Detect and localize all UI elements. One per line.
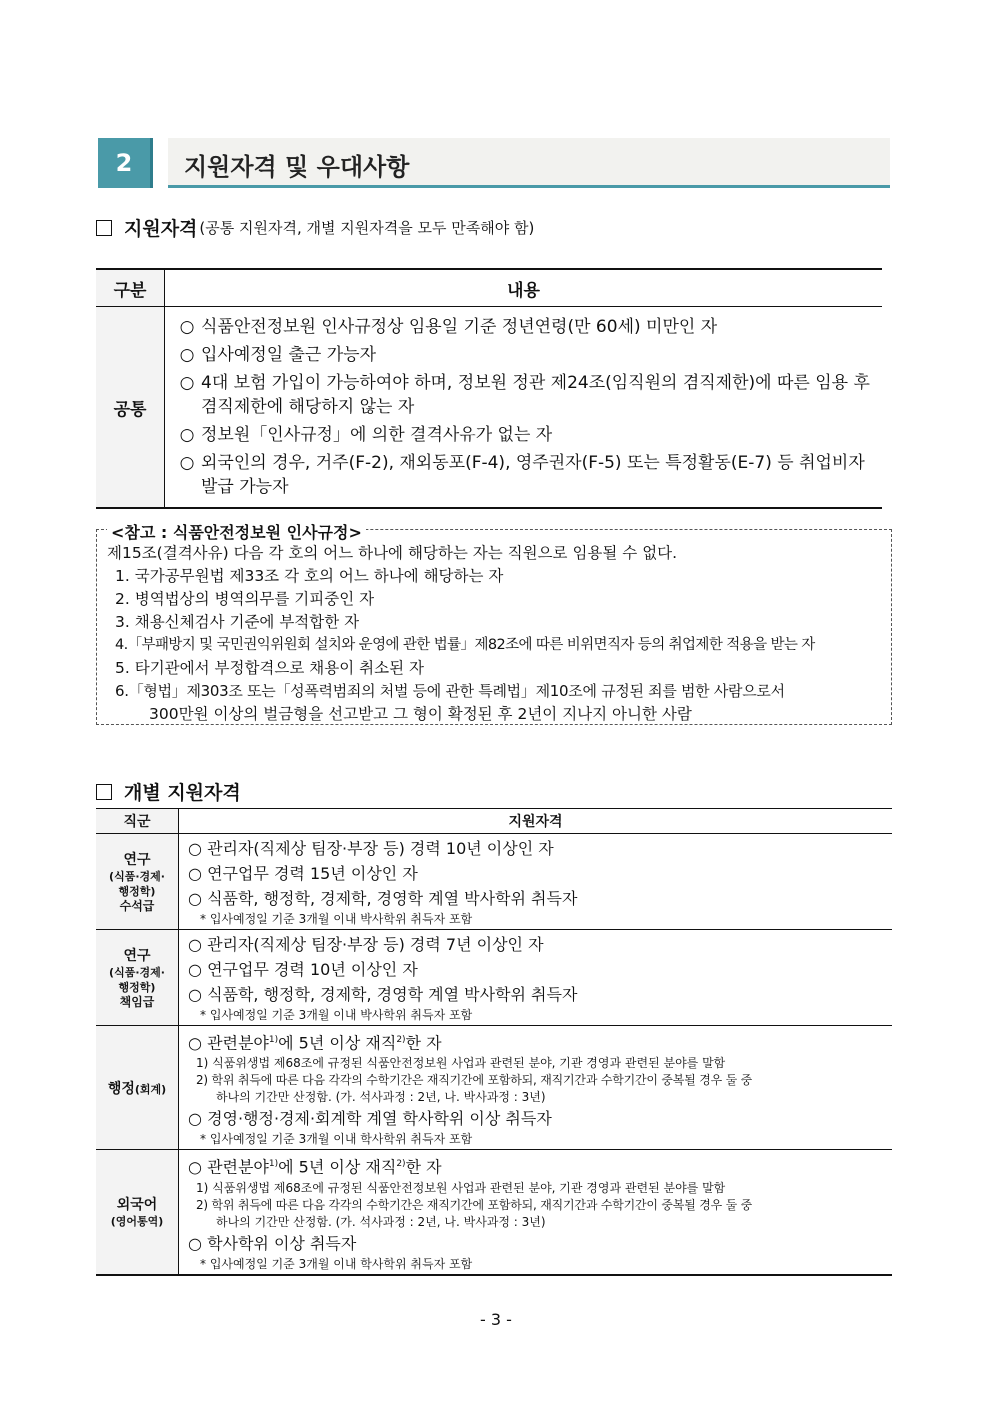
common-items	[165, 307, 883, 509]
list-item: ○ 연구업무 경력 15년 이상인 자	[188, 864, 418, 883]
list-item: ○ 식품학, 행정학, 경제학, 경영학 계열 박사학위 취득자	[188, 889, 578, 908]
list-item: ○ 외국인의 경우, 거주(F-2), 재외동포(F-4), 영주권자(F-5) 또는 특정활동(E-7) 등 취업비자 발급 가능자	[173, 449, 876, 499]
job-label-admin: 행정(회계)	[96, 1026, 179, 1150]
list-item: ○ 관리자(직제상 팀장·부장 등) 경력 7년 이상인 자	[188, 935, 544, 954]
individual-heading-text: 개별 지원자격	[124, 782, 241, 804]
footnote-note: * 입사예정일 기준 3개월 이내 학사학위 취득자 포함	[200, 1256, 473, 1271]
qualification-heading	[96, 214, 534, 241]
col-job-header: 직군	[96, 809, 179, 834]
reference-item: 5. 타기관에서 부정합격으로 채용이 취소된 자	[115, 659, 424, 677]
job-qualifications	[179, 1026, 893, 1150]
list-item: ○ 관리자(직제상 팀장·부장 등) 경력 10년 이상인 자	[188, 839, 554, 858]
footnote: 하나의 기간만 산정함. (가. 석사과정 : 2년, 나. 박사과정 : 3년)	[216, 1214, 546, 1229]
list-item: ○ 정보원「인사규정」에 의한 결격사유가 없는 자	[173, 421, 876, 449]
footnote: 2) 학위 취득에 따른 다음 각각의 수학기간은 재직기간에 포함하되, 재직기간과 수학기간이 중복될 경우 둘 중	[196, 1197, 752, 1212]
reference-item: 6.「형법」제303조 또는「성폭력범죄의 처벌 등에 관한 특례법」제10조에 규정된 죄를 범한 사람으로서	[115, 682, 785, 700]
footnote-note: * 입사예정일 기준 3개월 이내 박사학위 취득자 포함	[200, 912, 473, 926]
col-content-header: 내용	[165, 269, 883, 307]
circle-marker-icon: ○	[179, 453, 195, 473]
qualification-heading-text: 지원자격	[124, 218, 198, 240]
list-item: ○ 관련분야$^{1)}$에 5년 이상 재직$^{2)}$한 자	[188, 1033, 442, 1053]
section-title: 지원자격 및 우대사항	[184, 153, 410, 181]
list-item: ○ 4대 보험 가입이 가능하여야 하며, 정보원 정관 제24조(임직원의 겸직제한)에 따른 임용 후 겸직제한에 해당하지 않는 자	[173, 369, 876, 421]
circle-marker-icon: ○	[179, 425, 195, 445]
checkbox-icon	[96, 220, 112, 236]
job-label-research-senior: 연구 (식품·경제· 행정학) 수석급	[96, 834, 179, 930]
circle-marker-icon: ○	[179, 317, 195, 337]
footnote: 1) 식품위생법 제68조에 규정된 식품안전정보원 사업과 관련된 분야, 기관 경영과 관련된 분야를 말함	[196, 1056, 726, 1071]
reference-intro: 제15조(결격사유) 다음 각 호의 어느 하나에 해당하는 자는 직원으로 임용될 수 없다.	[107, 544, 678, 562]
job-label-foreign-language: 외국어 (영어통역)	[96, 1150, 179, 1275]
individual-heading	[96, 778, 241, 805]
individual-qualification-table	[96, 808, 892, 1276]
footnote-note: * 입사예정일 기준 3개월 이내 학사학위 취득자 포함	[200, 1132, 473, 1147]
section-number: 2	[98, 138, 153, 188]
list-item: ○ 식품학, 행정학, 경제학, 경영학 계열 박사학위 취득자	[188, 985, 578, 1004]
col-category-header: 구분	[96, 269, 165, 307]
page-number: - 3 -	[480, 1310, 512, 1329]
list-item: ○ 연구업무 경력 10년 이상인 자	[188, 960, 418, 979]
footnote: 1) 식품위생법 제68조에 규정된 식품안전정보원 사업과 관련된 분야, 기관 경영과 관련된 분야를 말함	[196, 1180, 726, 1195]
reference-item: 2. 병역법상의 병역의무를 기피중인 자	[115, 590, 375, 608]
reference-box	[96, 523, 892, 725]
circle-marker-icon: ○	[179, 345, 195, 365]
reference-item: 3. 채용신체검사 기준에 부적합한 자	[115, 613, 360, 631]
list-item: ○ 학사학위 이상 취득자	[188, 1233, 357, 1253]
footnote: 2) 학위 취득에 따른 다음 각각의 수학기간은 재직기간에 포함하되, 재직기간과 수학기간이 중복될 경우 둘 중	[196, 1073, 752, 1088]
reference-title: <참고 : 식품안전정보원 인사규정>	[107, 520, 366, 543]
section-title-bar	[168, 138, 890, 188]
list-item: ○ 식품안전정보원 인사규정상 임용일 기준 정년연령(만 60세) 미만인 자	[173, 313, 876, 341]
row-label-common: 공통	[96, 307, 165, 509]
footnote-note: * 입사예정일 기준 3개월 이내 박사학위 취득자 포함	[200, 1008, 473, 1022]
job-qualifications	[179, 1150, 893, 1275]
job-qualifications	[179, 834, 893, 930]
checkbox-icon	[96, 784, 112, 800]
footnote: 하나의 기간만 산정함. (가. 석사과정 : 2년, 나. 박사과정 : 3년)	[216, 1090, 546, 1105]
reference-item: 1. 국가공무원법 제33조 각 호의 어느 하나에 해당하는 자	[115, 567, 504, 585]
common-qualification-table	[96, 268, 882, 509]
col-qual-header: 지원자격	[179, 809, 893, 834]
list-item: ○ 관련분야$^{1)}$에 5년 이상 재직$^{2)}$한 자	[188, 1157, 442, 1177]
reference-item: 4.「부패방지 및 국민권익위원회 설치와 운영에 관한 법률」제82조에 따른 비위면직자 등의 취업제한 적용을 받는 자	[115, 637, 815, 653]
list-item: ○ 경영·행정·경제·회계학 계열 학사학위 이상 취득자	[188, 1109, 552, 1129]
qualification-note: (공통 지원자격, 개별 지원자격을 모두 만족해야 함)	[199, 219, 535, 237]
circle-marker-icon: ○	[179, 373, 195, 393]
list-item: ○ 입사예정일 출근 가능자	[173, 341, 876, 369]
job-qualifications	[179, 930, 893, 1026]
reference-item-continued: 300만원 이상의 벌금형을 선고받고 그 형이 확정된 후 2년이 지나지 아니한 사람	[149, 705, 692, 723]
job-label-research-principal: 연구 (식품·경제· 행정학) 책임급	[96, 930, 179, 1026]
